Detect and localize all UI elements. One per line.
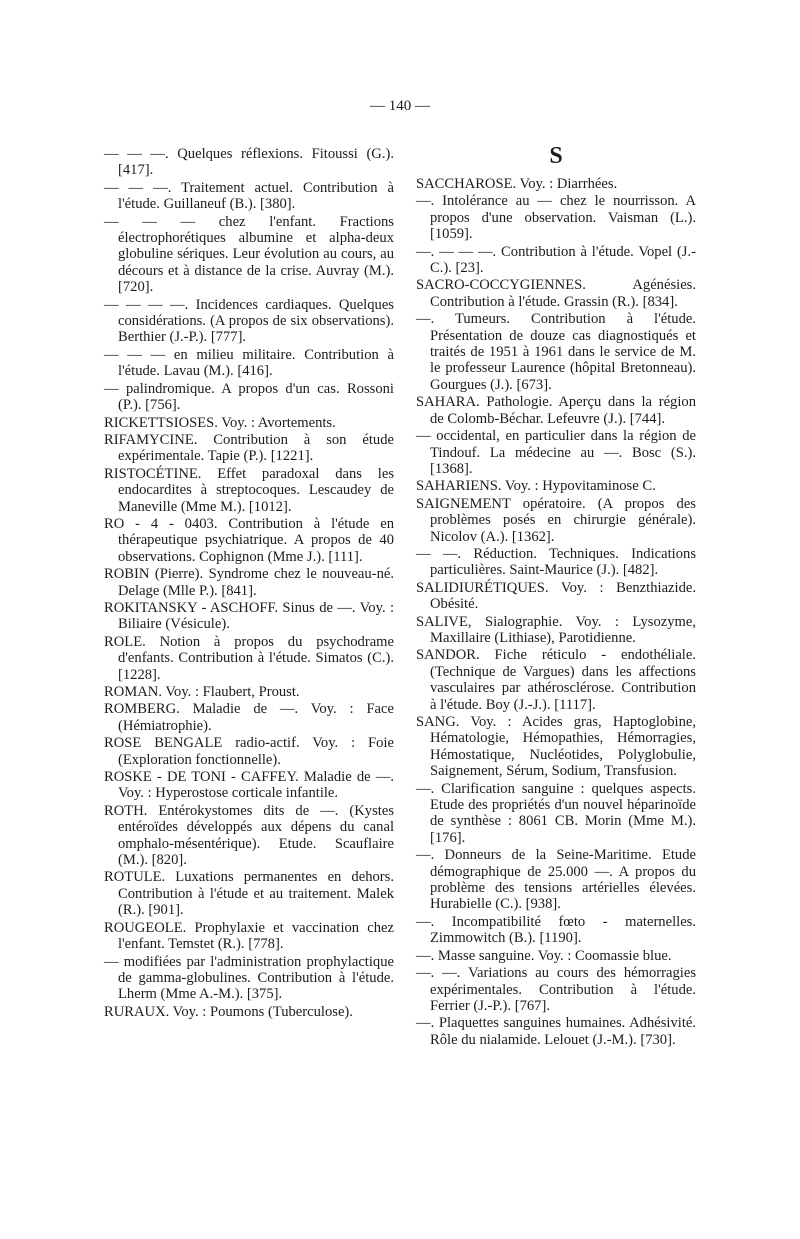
index-entry: RO - 4 - 0403. Contribution à l'étude en thérapeutique psychiatrique. A propos de 40 observations. Cophignon (Mme J.). [111]. bbox=[104, 515, 394, 565]
index-entry: — — — chez l'enfant. Fractions électrophorétiques albumine et alpha-deux globuline sériques. Leur évolution au cours, au décours et à distance de la crise. Auvray (M.). [720]. bbox=[104, 213, 394, 296]
index-entry: — — — —. Incidences cardiaques. Quelques considérations. (A propos de six observations). Berthier (J.-P.). [777]. bbox=[104, 296, 394, 346]
index-entry: — — —. Quelques réflexions. Fitoussi (G.). [417]. bbox=[104, 146, 394, 179]
index-entry: — —. Réduction. Techniques. Indications particulières. Saint-Maurice (J.). [482]. bbox=[416, 545, 696, 579]
index-entry: SANG. Voy. : Acides gras, Haptoglobine, Hématologie, Hémopathies, Hémorragies, Hémostatique, Nucléotides, Polyglobulie, Saignement, Sérum, Sodium, Transfusion. bbox=[416, 714, 696, 780]
index-entry: ROMAN. Voy. : Flaubert, Proust. bbox=[104, 684, 300, 700]
index-entry: ROBIN (Pierre). Syndrome chez le nouveau-né. Delage (Mlle P.). [841]. bbox=[104, 566, 394, 599]
index-entry: ROTH. Entérokystomes dits de —. (Kystes entéroïdes développés aux dépens du canal omphalo-mésentérique). Etude. Scauflaire (M.). [820]. bbox=[104, 802, 394, 869]
index-entry: ROKITANSKY - ASCHOFF. Sinus de —. Voy. : Biliaire (Vésicule). bbox=[104, 599, 394, 633]
index-entry: — palindromique. A propos d'un cas. Rossoni (P.). [756]. bbox=[104, 380, 394, 414]
index-entry: RIFAMYCINE. Contribution à son étude expérimentale. Tapie (P.). [1221]. bbox=[104, 431, 394, 465]
section-letter-heading: S bbox=[549, 143, 563, 169]
index-entry: — — —. Traitement actuel. Contribution à l'étude. Guillaneuf (B.). [380]. bbox=[104, 179, 394, 213]
index-entry: ROTULE. Luxations permanentes en dehors. Contribution à l'étude et au traitement. Malek (R.). [901]. bbox=[104, 869, 394, 919]
index-entry: — occidental, en particulier dans la région de Tindouf. La médecine au —. Bosc (S.). [1368]. bbox=[416, 428, 696, 477]
index-entry: RURAUX. Voy. : Poumons (Tuberculose). bbox=[104, 1003, 353, 1020]
index-entry: RISTOCÉTINE. Effet paradoxal dans les endocardites à streptocoques. Lescaudey de Maneville (Mme M.). [1012]. bbox=[104, 465, 394, 515]
index-entry: —. —. Variations au cours des hémorragies expérimentales. Contribution à l'étude. Ferrier (J.-P.). [767]. bbox=[416, 965, 696, 1014]
left-column bbox=[104, 146, 394, 1021]
index-entry: ROLE. Notion à propos du psychodrame d'enfants. Contribution à l'étude. Simatos (C.). [1228]. bbox=[104, 633, 394, 683]
index-entry: — — — en milieu militaire. Contribution à l'étude. Lavau (M.). [416]. bbox=[104, 346, 394, 380]
right-column bbox=[416, 142, 696, 1049]
index-entry: RICKETTSIOSES. Voy. : Avortements. bbox=[104, 414, 336, 431]
index-entry: SACCHAROSE. Voy. : Diarrhées. bbox=[416, 176, 618, 192]
index-entry: —. Plaquettes sanguines humaines. Adhésivité. Rôle du nialamide. Lelouet (J.-M.). [730]. bbox=[416, 1015, 696, 1048]
index-entry: SACRO-COCCYGIENNES. Agénésies. Contribution à l'étude. Grassin (R.). [834]. bbox=[416, 277, 696, 310]
index-entry: —. Donneurs de la Seine-Maritime. Etude démographique de 25.000 —. A propos du problème des tensions artérielles élevées. Hurabielle (C.). [938]. bbox=[416, 847, 696, 913]
index-entry: ROSE BENGALE radio-actif. Voy. : Foie (Exploration fonctionnelle). bbox=[104, 735, 394, 768]
index-entry: ROSKE - DE TONI - CAFFEY. Maladie de —. Voy. : Hyperostose corticale infantile. bbox=[104, 769, 394, 802]
index-entry: SAHARIENS. Voy. : Hypovitaminose C. bbox=[416, 478, 656, 495]
index-entry: —. Intolérance au — chez le nourrisson. A propos d'une observation. Vaisman (L.). [1059]. bbox=[416, 193, 696, 243]
index-entry: ROMBERG. Maladie de —. Voy. : Face (Hémiatrophie). bbox=[104, 701, 394, 734]
index-entry: SANDOR. Fiche réticulo - endothéliale. (Technique de Vargues) dans les affections vasculaires par athérosclérose. Contribution à l'étude. Boy (J.-J.). [1117]. bbox=[416, 647, 696, 713]
index-entry: SALIVE, Sialographie. Voy. : Lysozyme, Maxillaire (Lithiase), Parotidienne. bbox=[416, 613, 696, 646]
index-entry: —. Masse sanguine. Voy. : Coomassie blue. bbox=[416, 947, 672, 964]
index-entry: SALIDIURÉTIQUES. Voy. : Benzthiazide. Obésité. bbox=[416, 579, 696, 613]
index-entry: SAIGNEMENT opératoire. (A propos des problèmes posés en chirurgie générale). Nicolov (A.). [1362]. bbox=[416, 495, 696, 545]
index-entry: — modifiées par l'administration prophylactique de gamma-globulines. Contribution à l'étude. Lherm (Mme A.-M.). [375]. bbox=[104, 953, 394, 1003]
page-number: — 140 — bbox=[370, 98, 430, 114]
index-entry: —. — — —. Contribution à l'étude. Vopel (J.-C.). [23]. bbox=[416, 243, 696, 277]
index-entry: —. Clarification sanguine : quelques aspects. Etude des propriétés d'un nouvel héparinoïde de synthèse : 8061 CB. Morin (Mme M.). [176]. bbox=[416, 780, 696, 846]
index-entry: SAHARA. Pathologie. Aperçu dans la région de Colomb-Béchar. Lefeuvre (J.). [744]. bbox=[416, 394, 696, 427]
index-entry: —. Tumeurs. Contribution à l'étude. Présentation de douze cas diagnostiqués et traités de 1951 à 1961 dans le service de M. le professeur Laurence (hôpital Bretonneau). Gourgues (J.). [673]. bbox=[416, 311, 696, 393]
index-entry: ROUGEOLE. Prophylaxie et vaccination chez l'enfant. Temstet (R.). [778]. bbox=[104, 919, 394, 953]
index-entry: —. Incompatibilité fœto - maternelles. Zimmowitch (B.). [1190]. bbox=[416, 913, 696, 947]
